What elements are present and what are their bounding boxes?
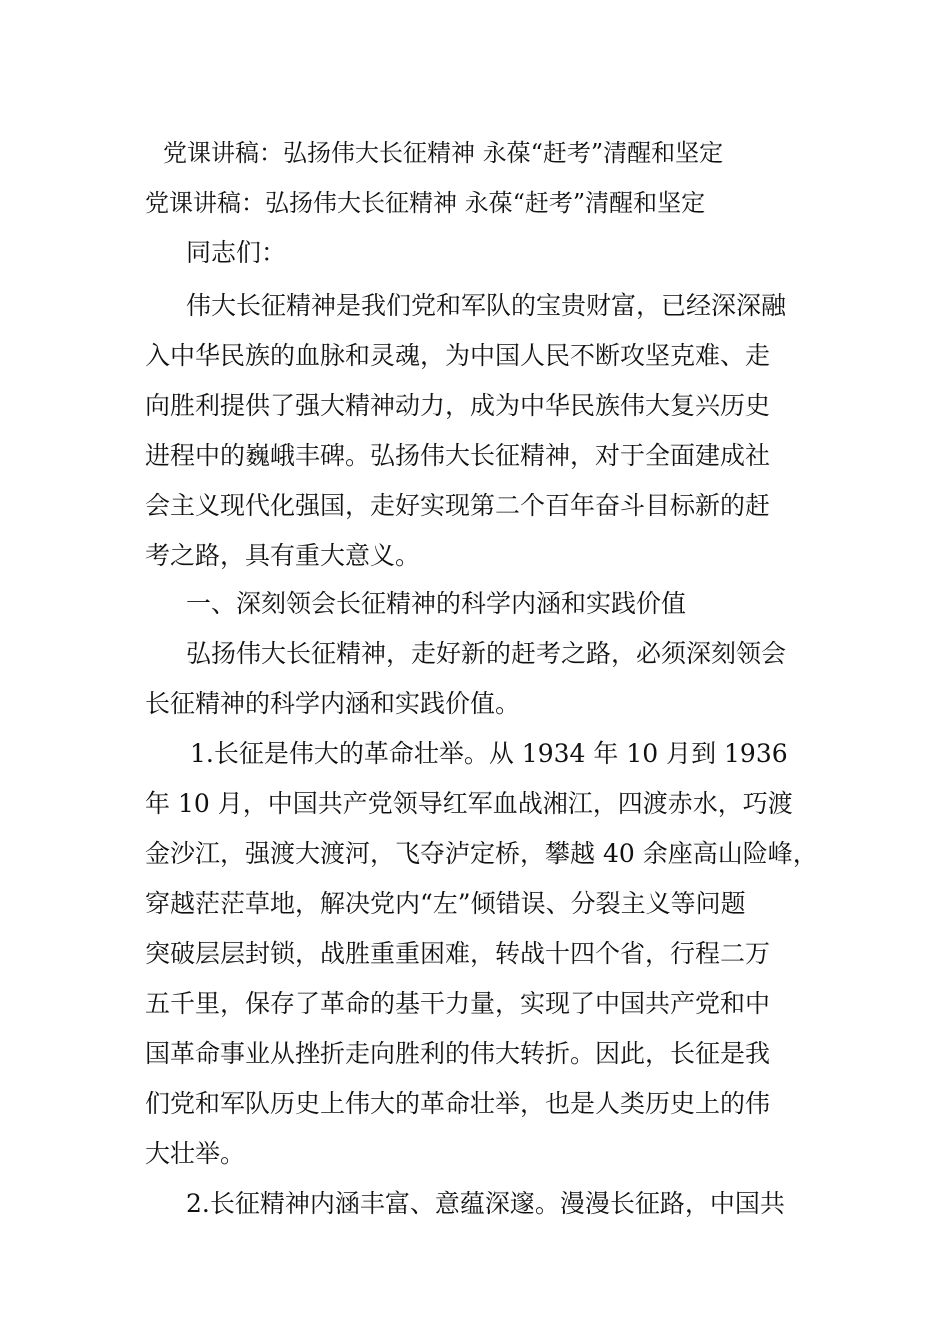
paragraph-line: 考之路，具有重大意义。 — [145, 541, 421, 570]
paragraph-line: 五千里，保存了革命的基干力量，实现了中国共产党和中 — [145, 989, 771, 1018]
document-title-header: 党课讲稿：弘扬伟大长征精神 永葆“赶考”清醒和坚定 — [163, 139, 724, 167]
paragraph-line: 入中华民族的血脉和灵魂，为中国人民不断攻坚克难、走 — [145, 341, 771, 370]
paragraph-line: 穿越茫茫草地，解决党内“左”倾错误、分裂主义等问题 — [145, 889, 746, 918]
section-heading: 一、深刻领会长征精神的科学内涵和实践价值 — [186, 589, 687, 618]
paragraph-line: 2.长征精神内涵丰富、意蕴深邃。漫漫长征路，中国共 — [186, 1189, 785, 1218]
paragraph-line: 长征精神的科学内涵和实践价值。 — [145, 689, 521, 718]
paragraph-line: 弘扬伟大长征精神，走好新的赶考之路，必须深刻领会 — [186, 639, 787, 668]
paragraph-line: 国革命事业从挫折走向胜利的伟大转折。因此，长征是我 — [145, 1039, 771, 1068]
paragraph-line: 进程中的巍峨丰碑。弘扬伟大长征精神，对于全面建成社 — [145, 441, 771, 470]
paragraph-line: 金沙江，强渡大渡河，飞夺泸定桥，攀越 40 余座高山险峰， — [145, 839, 818, 868]
paragraph-line: 突破层层封锁，战胜重重困难，转战十四个省，行程二万 — [145, 939, 771, 968]
paragraph-line: 年 10 月，中国共产党领导红军血战湘江，四渡赤水，巧渡 — [145, 789, 793, 818]
paragraph-line: 会主义现代化强国，走好实现第二个百年奋斗目标新的赶 — [145, 491, 771, 520]
salutation: 同志们： — [186, 238, 287, 267]
paragraph-line: 向胜利提供了强大精神动力，成为中华民族伟大复兴历史 — [145, 391, 771, 420]
paragraph-line: 伟大长征精神是我们党和军队的宝贵财富，已经深深融 — [186, 291, 787, 320]
paragraph-line: 1.长征是伟大的革命壮举。从 1934 年 10 月到 1936 — [190, 739, 788, 768]
paragraph-line: 们党和军队历史上伟大的革命壮举，也是人类历史上的伟 — [145, 1089, 771, 1118]
paragraph-line: 大壮举。 — [145, 1139, 246, 1168]
document-title: 党课讲稿：弘扬伟大长征精神 永葆“赶考”清醒和坚定 — [145, 189, 706, 217]
